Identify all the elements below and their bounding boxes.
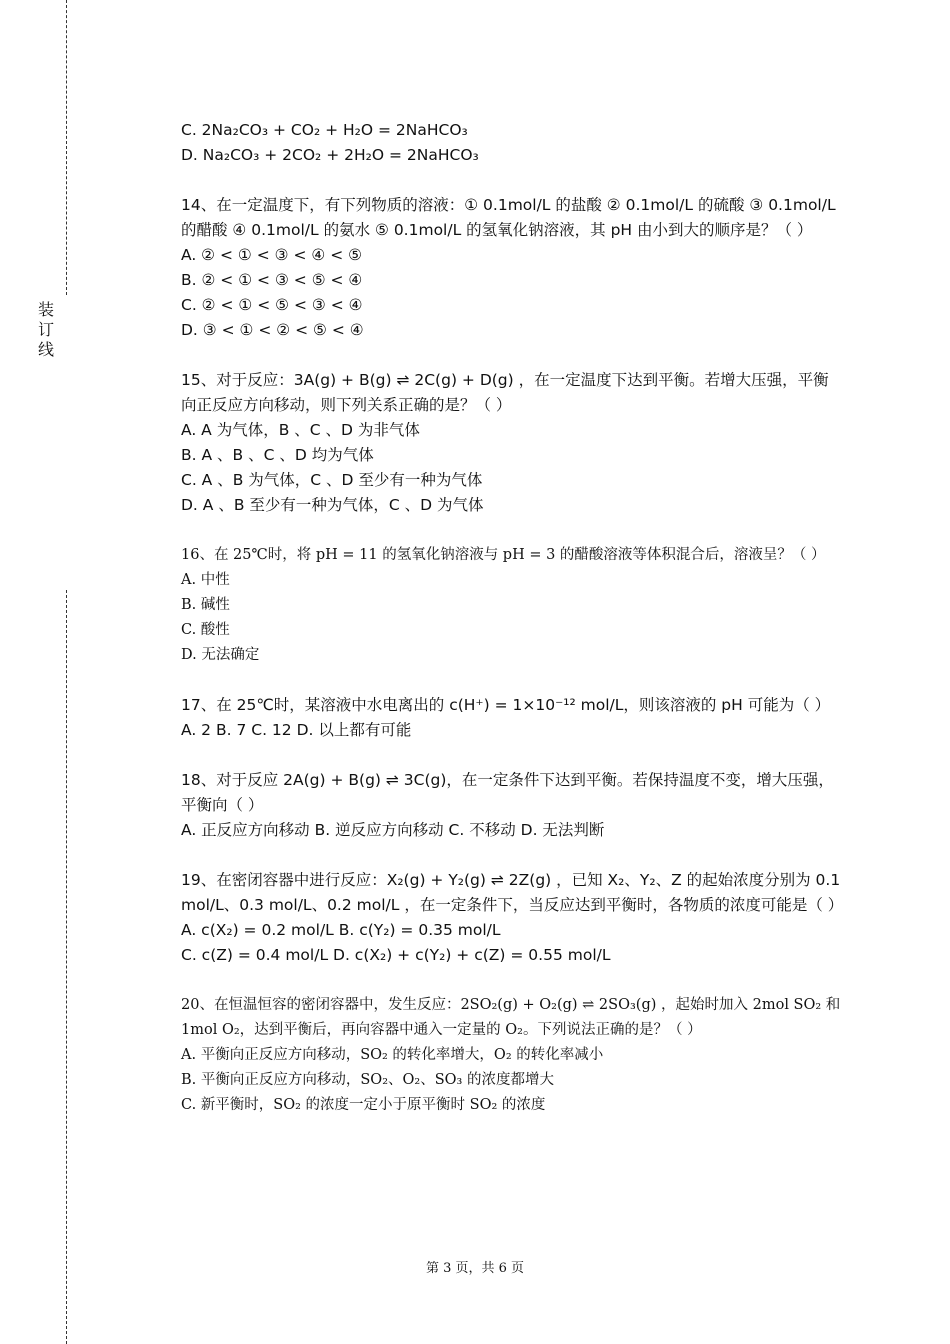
binding-char: 线 — [37, 340, 54, 359]
option-a: A. ② < ① < ③ < ④ < ⑤ — [181, 246, 363, 264]
option-d: D. 无法确定 — [181, 647, 260, 663]
question-stem: 15、对于反应：3A(g) + B(g) ⇌ 2C(g) + D(g) ，在一定温度下达到平衡。若增大压强，平衡向正反应方向移动，则下列关系正确的是？（ ） — [181, 371, 829, 414]
question-16 — [181, 543, 841, 668]
binding-label — [36, 300, 56, 360]
question-content — [181, 118, 844, 1118]
question-20 — [181, 993, 841, 1118]
question-15 — [181, 368, 841, 518]
question-stem: 20、在恒温恒容的密闭容器中，发生反应：2SO₂(g) + O₂(g) ⇌ 2SO₃(g) ，起始时加入 2mol SO₂ 和 1mol O₂，达到平衡后，再向容器中通入一定量的 O₂。下列说法正确的是？（ ） — [181, 997, 841, 1038]
option-b: B. ② < ① < ③ < ⑤ < ④ — [181, 271, 363, 289]
question-14 — [181, 193, 841, 343]
binding-line-bottom — [66, 590, 67, 1344]
question-13-options — [181, 118, 841, 168]
option-c: C. A 、B 为气体，C 、D 至少有一种为气体 — [181, 471, 483, 489]
question-stem: 17、在 25℃时，某溶液中水电离出的 c(H⁺) = 1×10⁻¹² mol/L，则该溶液的 pH 可能为（ ） — [181, 696, 831, 714]
option-d: D. Na₂CO₃ + 2CO₂ + 2H₂O = 2NaHCO₃ — [181, 146, 479, 164]
option-c: C. ② < ① < ⑤ < ③ < ④ — [181, 296, 363, 314]
question-stem: 18、对于反应 2A(g) + B(g) ⇌ 3C(g)，在一定条件下达到平衡。若保持温度不变，增大压强，平衡向（ ） — [181, 771, 834, 814]
option-d: D. ③ < ① < ② < ⑤ < ④ — [181, 321, 364, 339]
option-a: A. A 为气体，B 、C 、D 为非气体 — [181, 421, 420, 439]
option-c: C. 新平衡时，SO₂ 的浓度一定小于原平衡时 SO₂ 的浓度 — [181, 1097, 546, 1113]
option-c: C. 2Na₂CO₃ + CO₂ + H₂O = 2NaHCO₃ — [181, 121, 468, 139]
options-line: A. 正反应方向移动 B. 逆反应方向移动 C. 不移动 D. 无法判断 — [181, 821, 605, 839]
question-19 — [181, 868, 844, 968]
option-c: C. 酸性 — [181, 622, 230, 638]
page-number: 第 3 页，共 6 页 — [425, 1261, 525, 1276]
option-b: B. A 、B 、C 、D 均为气体 — [181, 446, 374, 464]
option-a: A. 中性 — [181, 572, 230, 588]
option-d: D. A 、B 至少有一种为气体，C 、D 为气体 — [181, 496, 484, 514]
question-stem: 16、在 25℃时，将 pH = 11 的氢氧化钠溶液与 pH = 3 的醋酸溶液等体积混合后，溶液呈？（ ） — [181, 547, 826, 563]
question-stem: 14、在一定温度下，有下列物质的溶液：① 0.1mol/L 的盐酸 ② 0.1mol/L 的硫酸 ③ 0.1mol/L 的醋酸 ④ 0.1mol/L 的氨水 ⑤ 0.1mol/L 的氢氧化钠溶液，其 pH 由小到大的顺序是？（ ） — [181, 196, 836, 239]
options-line: C. c(Z) = 0.4 mol/L D. c(X₂) + c(Y₂) + c(Z) = 0.55 mol/L — [181, 946, 611, 964]
question-18 — [181, 768, 841, 843]
option-b: B. 碱性 — [181, 597, 230, 613]
options-line: A. c(X₂) = 0.2 mol/L B. c(Y₂) = 0.35 mol/L — [181, 921, 501, 939]
option-b: B. 平衡向正反应方向移动，SO₂、O₂、SO₃ 的浓度都增大 — [181, 1072, 554, 1088]
option-a: A. 平衡向正反应方向移动，SO₂ 的转化率增大，O₂ 的转化率减小 — [181, 1047, 604, 1063]
binding-char: 订 — [37, 320, 54, 339]
options-line: A. 2 B. 7 C. 12 D. 以上都有可能 — [181, 721, 412, 739]
question-stem: 19、在密闭容器中进行反应：X₂(g) + Y₂(g) ⇌ 2Z(g) ，已知 X₂、Y₂、Z 的起始浓度分别为 0.1 mol/L、0.3 mol/L、0.2 mol/L ，在一定条件下，当反应达到平衡时，各物质的浓度可能是（ ） — [181, 871, 844, 914]
binding-line-top — [66, 0, 67, 295]
question-17 — [181, 693, 841, 743]
binding-char: 装 — [37, 300, 54, 319]
